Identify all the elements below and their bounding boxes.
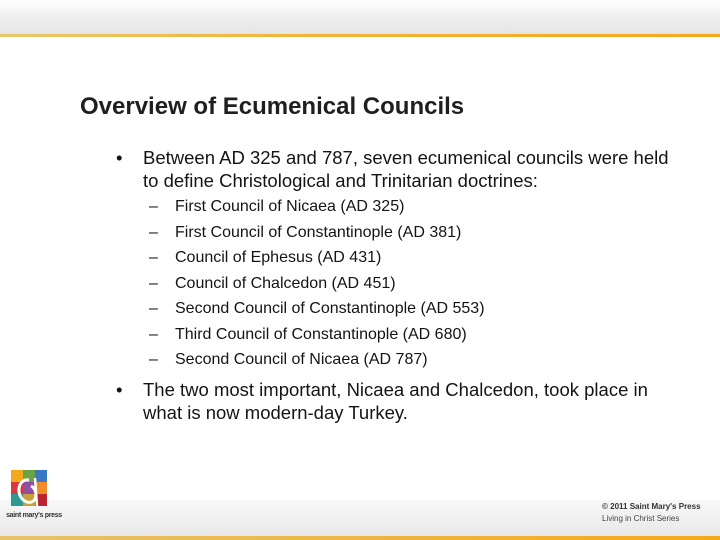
dash-marker: – [149,198,158,215]
council-name: Third Council of Constantinople (AD 680) [175,325,467,343]
list-item [149,322,485,348]
council-name: First Council of Constantinople (AD 381) [175,223,462,241]
copyright-text: © 2011 Saint Mary's Press [602,502,701,511]
bullet-text: The two most important, Nicaea and Chalcedon, took place in what is now modern-day Turkey. [143,379,648,423]
council-list [149,194,485,373]
slide-title: Overview of Ecumenical Councils [80,93,465,120]
list-item [149,296,485,322]
bullet-text: Between AD 325 and 787, seven ecumenical councils were held to define Christological and Trinitarian doctrines: [143,147,669,191]
dash-marker: – [149,274,158,292]
logo-wordmark: saint mary's press [6,512,62,519]
council-name: Second Council of Nicaea (AD 787) [175,351,428,368]
footer-gold-rule [0,536,720,540]
dash-marker: – [149,325,158,343]
list-item [149,245,485,271]
council-name: Council of Chalcedon (AD 451) [175,274,396,292]
header-gold-rule [0,34,720,37]
bullet-councils-intro [116,146,676,192]
saint-marys-press-logo-icon [9,468,59,528]
dash-marker: – [149,300,158,317]
bullet-key-councils [116,378,676,424]
council-name: First Council of Nicaea (AD 325) [175,198,405,215]
dash-marker: – [149,351,158,368]
bullet-dot: • [116,147,123,168]
list-item [149,347,485,373]
header-band [0,0,720,36]
dash-marker: – [149,223,158,241]
council-name: Council of Ephesus (AD 431) [175,249,382,266]
bullet-dot: • [116,379,123,400]
dash-marker: – [149,249,158,266]
list-item [149,220,485,246]
list-item [149,194,485,220]
list-item [149,271,485,297]
council-name: Second Council of Constantinople (AD 553) [175,300,485,317]
series-name: Living in Christ Series [602,514,680,523]
